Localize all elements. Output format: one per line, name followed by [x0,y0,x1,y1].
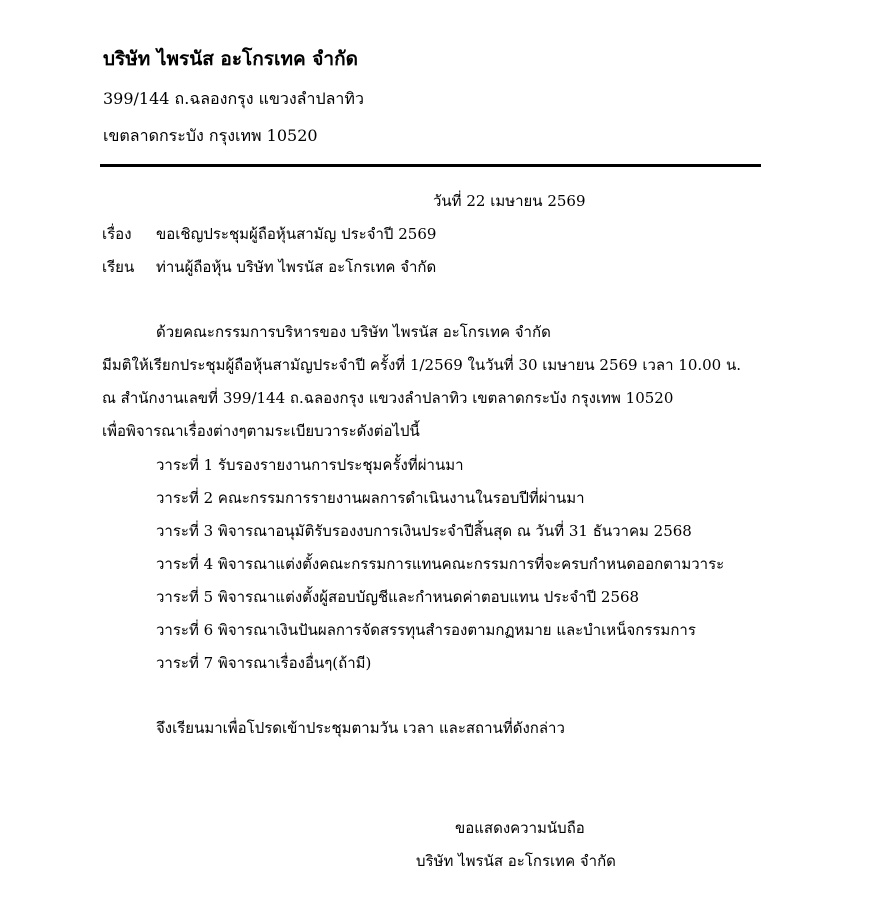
recipient-label: เรียน [102,258,135,276]
recipient-text: ท่านผู้ถือหุ้น บริษัท ไพรนัส อะโกรเทค จำกัด [156,258,437,276]
agenda-item-3: วาระที่ 3 พิจารณาอนุมัติรับรองงบการเงินประจำปีสิ้นสุด ณ วันที่ 31 ธันวาคม 2568 [156,522,692,540]
closing-text: จึงเรียนมาเพื่อโปรดเข้าประชุมตามวัน เวลา และสถานที่ดังกล่าว [156,719,565,737]
body-line-1: ด้วยคณะกรรมการบริหารของ บริษัท ไพรนัส อะโกรเทค จำกัด [156,323,551,341]
body-line-4: เพื่อพิจารณาเรื่องต่างๆตามระเบียบวาระดังต่อไปนี้ [102,422,420,440]
body-line-2: มีมติให้เรียกประชุมผู้ถือหุ้นสามัญประจำปี ครั้งที่ 1/2569 ในวันที่ 30 เมษายน 2569 เวลา 10.00 น. [102,356,742,374]
header-divider [100,164,761,167]
subject-text: ขอเชิญประชุมผู้ถือหุ้นสามัญ ประจำปี 2569 [156,225,437,243]
agenda-item-2: วาระที่ 2 คณะกรรมการรายงานผลการดำเนินงานในรอบปีที่ผ่านมา [156,489,585,507]
regards-text: ขอแสดงความนับถือ [455,819,585,837]
letter-date: วันที่ 22 เมษายน 2569 [433,192,586,210]
company-name: บริษัท ไพรนัส อะโกรเทค จำกัด [103,48,358,70]
company-address-line2: เขตลาดกระบัง กรุงเทพ 10520 [103,126,318,145]
company-address-line1: 399/144 ถ.ฉลองกรุง แขวงลำปลาทิว [103,89,364,108]
agenda-item-7: วาระที่ 7 พิจารณาเรื่องอื่นๆ(ถ้ามี) [156,654,372,672]
subject-label: เรื่อง [102,225,132,243]
agenda-item-1: วาระที่ 1 รับรองรายงานการประชุมครั้งที่ผ่านมา [156,456,464,474]
signature-company-name: บริษัท ไพรนัส อะโกรเทค จำกัด [416,852,616,870]
agenda-item-5: วาระที่ 5 พิจารณาแต่งตั้งผู้สอบบัญชีและกำหนดค่าตอบแทน ประจำปี 2568 [156,588,640,606]
agenda-item-4: วาระที่ 4 พิจารณาแต่งตั้งคณะกรรมการแทนคณะกรรมการที่จะครบกำหนดออกตามวาระ [156,555,725,573]
body-line-3: ณ สำนักงานเลขที่ 399/144 ถ.ฉลองกรุง แขวงลำปลาทิว เขตลาดกระบัง กรุงเทพ 10520 [102,389,674,407]
agenda-item-6: วาระที่ 6 พิจารณาเงินปันผลการจัดสรรทุนสำรองตามกฏหมาย และบำเหน็จกรรมการ [156,621,696,639]
